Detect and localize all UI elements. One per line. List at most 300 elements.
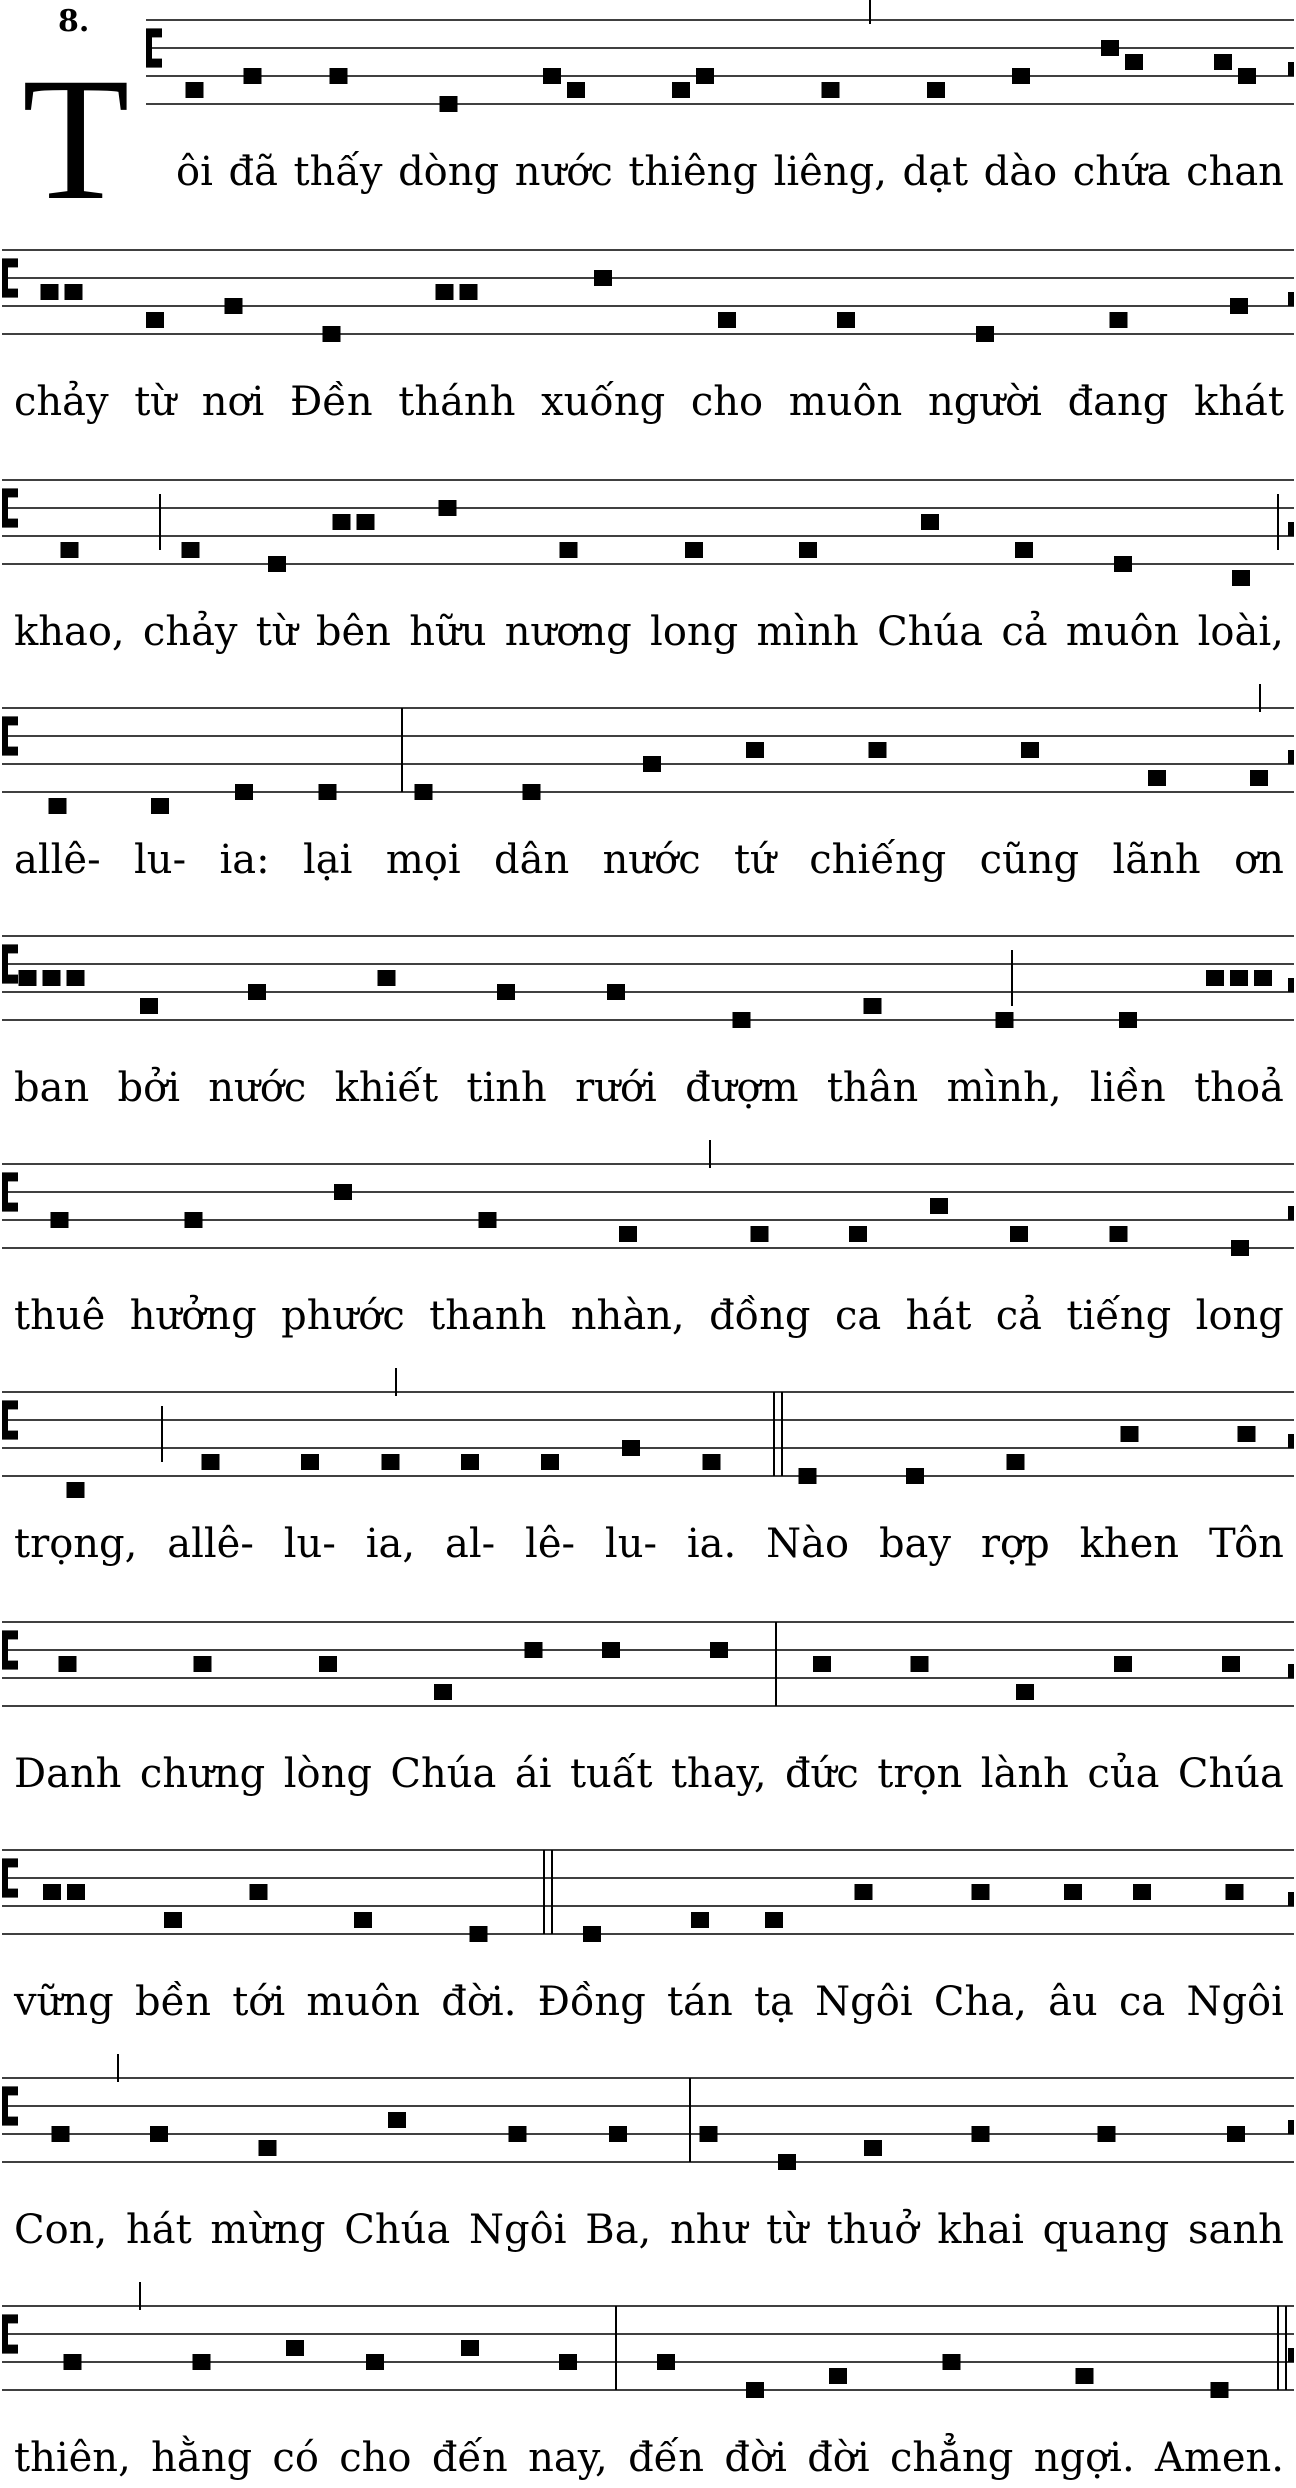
neume-note	[52, 2126, 70, 2142]
lyric-syllable: đang	[1067, 379, 1169, 425]
lyric-syllable: sanh	[1188, 2207, 1284, 2253]
neume-note	[440, 96, 458, 112]
lyric-syllable: từ	[134, 379, 177, 425]
neume-note	[696, 68, 714, 84]
neume-note	[972, 1884, 990, 1900]
staff-9	[0, 1840, 1296, 1960]
neume-note	[193, 2354, 211, 2370]
lyric-syllable: mọi	[385, 837, 461, 883]
neume-note	[996, 1012, 1014, 1028]
neume-note	[151, 798, 169, 814]
lyric-line-9	[14, 1978, 1284, 2026]
lyric-syllable: chẳng	[890, 2435, 1014, 2481]
neume-note	[691, 1912, 709, 1928]
neume-note	[559, 2354, 577, 2370]
neume-note	[1254, 970, 1272, 986]
lyric-syllable: chan	[1186, 149, 1284, 195]
neume-note	[333, 514, 351, 530]
neume-note	[672, 82, 690, 98]
lyric-syllable: thuê	[14, 1293, 106, 1339]
lyric-syllable: lu-	[604, 1521, 657, 1567]
lyric-syllable: chứa	[1072, 149, 1171, 195]
neume-note	[59, 1656, 77, 1672]
lyric-syllable: rợp	[980, 1521, 1050, 1567]
neume-note	[334, 1184, 352, 1200]
lyric-syllable: dân	[494, 837, 570, 883]
neume-note	[41, 284, 59, 300]
neume-note	[461, 1454, 479, 1470]
neume-note	[927, 82, 945, 98]
lyric-syllable: đức	[785, 1751, 859, 1797]
neume-note	[250, 1884, 268, 1900]
lyric-syllable: bên	[315, 609, 391, 655]
neume-note	[1114, 556, 1132, 572]
lyric-syllable: muôn	[1065, 609, 1180, 655]
neume-note	[323, 326, 341, 342]
lyric-syllable: lê-	[525, 1521, 576, 1567]
neume-note	[182, 542, 200, 558]
neume-note	[1114, 1656, 1132, 1672]
lyric-syllable: hát	[905, 1293, 972, 1339]
neume-note	[1238, 1426, 1256, 1442]
lyric-syllable: đã	[228, 149, 278, 195]
lyric-syllable: allê-	[167, 1521, 254, 1567]
neume-note	[164, 1912, 182, 1928]
neume-note	[583, 1926, 601, 1942]
neume-note	[1015, 542, 1033, 558]
lyric-syllable: bởi	[117, 1065, 180, 1111]
lyric-syllable: Ba,	[585, 2207, 652, 2253]
neume-note	[194, 1656, 212, 1672]
neume-note	[829, 2368, 847, 2384]
staff-11	[0, 2296, 1296, 2416]
lyric-syllable: đượm	[685, 1065, 799, 1111]
staff-5	[0, 926, 1296, 1046]
neume-note	[1121, 1426, 1139, 1442]
neume-note	[1214, 54, 1232, 70]
lyric-syllable: cho	[690, 379, 764, 425]
neume-note	[1125, 54, 1143, 70]
neume-note	[286, 2340, 304, 2356]
neume-note	[415, 784, 433, 800]
neume-note	[382, 1454, 400, 1470]
lyric-syllable: thuở	[826, 2207, 919, 2253]
neume-note	[319, 784, 337, 800]
neume-note	[354, 1912, 372, 1928]
lyric-syllable: liền	[1089, 1065, 1166, 1111]
neume-note	[1110, 1226, 1128, 1242]
lyric-syllable: cho	[339, 2435, 412, 2481]
lyric-syllable: hưởng	[129, 1293, 257, 1339]
neume-note	[1064, 1884, 1082, 1900]
lyric-syllable: nay,	[528, 2435, 608, 2481]
lyric-syllable: liêng,	[773, 149, 887, 195]
lyric-syllable: hát	[125, 2207, 192, 2253]
lyric-syllable: cũng	[979, 837, 1080, 883]
lyric-syllable: ia.	[686, 1521, 737, 1567]
lyric-syllable: thấy	[293, 149, 383, 195]
lyric-syllable: như	[670, 2207, 748, 2253]
neume-note	[1010, 1226, 1028, 1242]
neume-note	[434, 1684, 452, 1700]
custos	[1288, 1892, 1294, 1906]
neume-note	[700, 2126, 718, 2142]
neume-note	[388, 2112, 406, 2128]
neume-note	[509, 2126, 527, 2142]
neume-note	[19, 970, 37, 986]
neume-note	[718, 312, 736, 328]
neume-note	[202, 1454, 220, 1470]
neume-note	[301, 1454, 319, 1470]
staff-10	[0, 2068, 1296, 2188]
lyric-syllable: phước	[281, 1293, 405, 1339]
neume-note	[439, 500, 457, 516]
neume-note	[65, 284, 83, 300]
neume-note	[1098, 2126, 1116, 2142]
lyric-line-6	[14, 1292, 1284, 1340]
neume-note	[1007, 1454, 1025, 1470]
neume-note	[1232, 570, 1250, 586]
lyric-syllable: loài,	[1197, 609, 1284, 655]
neume-note	[765, 1912, 783, 1928]
custos	[1288, 62, 1294, 76]
lyric-syllable: đời	[724, 2435, 787, 2481]
lyric-syllable: đến	[431, 2435, 508, 2481]
lyric-syllable: Chúa	[390, 1751, 497, 1797]
lyric-syllable: tới	[232, 1979, 286, 2025]
lyric-syllable: đến	[628, 2435, 705, 2481]
neume-note	[703, 1454, 721, 1470]
lyric-syllable: Đền	[289, 379, 373, 425]
neume-note	[185, 1212, 203, 1228]
neume-note	[911, 1656, 929, 1672]
lyric-syllable: khen	[1079, 1521, 1180, 1567]
neume-note	[906, 1468, 924, 1484]
lyric-syllable: long	[650, 609, 739, 655]
lyric-line-2	[14, 378, 1284, 426]
neume-note	[43, 970, 61, 986]
neume-note	[733, 1012, 751, 1028]
lyric-syllable: nơi	[201, 379, 265, 425]
lyric-syllable: Ngôi	[469, 2207, 567, 2253]
neume-note	[248, 984, 266, 1000]
lyric-syllable: cả	[1001, 609, 1048, 655]
neume-note	[357, 514, 375, 530]
neume-note	[1226, 1884, 1244, 1900]
lyric-syllable: Danh	[14, 1751, 122, 1797]
staff-4	[0, 698, 1296, 818]
lyric-syllable: nương	[504, 609, 632, 655]
custos	[1288, 2348, 1294, 2362]
neume-note	[470, 1926, 488, 1942]
neume-note	[607, 984, 625, 1000]
neume-note	[186, 82, 204, 98]
neume-note	[1250, 770, 1268, 786]
lyric-syllable: bay	[878, 1521, 952, 1567]
neume-note	[567, 82, 585, 98]
lyric-syllable: lòng	[283, 1751, 372, 1797]
custos	[1288, 2120, 1294, 2134]
lyric-line-7	[14, 1520, 1284, 1568]
lyric-syllable: chưng	[139, 1751, 266, 1797]
neume-note	[619, 1226, 637, 1242]
lyric-syllable: Chúa	[877, 609, 984, 655]
lyric-syllable: thân	[826, 1065, 919, 1111]
neume-note	[746, 742, 764, 758]
lyric-syllable: vững	[14, 1979, 114, 2025]
neume-note	[43, 1884, 61, 1900]
neume-note	[710, 1642, 728, 1658]
neume-note	[1076, 2368, 1094, 2384]
neume-note	[864, 998, 882, 1014]
custos	[1288, 522, 1294, 536]
lyric-syllable: Ngôi	[815, 1979, 913, 2025]
lyric-syllable: ơn	[1234, 837, 1284, 883]
lyric-syllable: đồng	[709, 1293, 811, 1339]
neume-note	[244, 68, 262, 84]
lyric-syllable: thoả	[1194, 1065, 1284, 1111]
lyric-syllable: trọn	[877, 1751, 963, 1797]
neume-note	[543, 68, 561, 84]
staff-6	[0, 1154, 1296, 1274]
neume-note	[685, 542, 703, 558]
neume-note	[378, 970, 396, 986]
lyric-line-4	[14, 836, 1284, 884]
custos	[1288, 1206, 1294, 1220]
neume-note	[943, 2354, 961, 2370]
lyric-line-8	[14, 1750, 1284, 1798]
staff-1	[0, 10, 1296, 130]
lyric-syllable: mình,	[946, 1065, 1062, 1111]
neume-note	[1238, 68, 1256, 84]
lyric-syllable: chảy	[14, 379, 109, 425]
neume-note	[1133, 1884, 1151, 1900]
custos	[1288, 750, 1294, 764]
neume-note	[225, 298, 243, 314]
neume-note	[61, 542, 79, 558]
lyric-syllable: ca	[834, 1293, 882, 1339]
neume-note	[67, 1482, 85, 1498]
lyric-syllable: hữu	[409, 609, 487, 655]
neume-note	[366, 2354, 384, 2370]
lyric-syllable: allê-	[14, 837, 101, 883]
neume-note	[864, 2140, 882, 2156]
neume-note	[921, 514, 939, 530]
neume-note	[1119, 1012, 1137, 1028]
lyric-syllable: ngợi.	[1033, 2435, 1135, 2481]
neume-note	[1012, 68, 1030, 84]
lyric-syllable: âu	[1048, 1979, 1098, 2025]
bar-line	[1278, 2306, 1286, 2390]
lyric-syllable: khai	[937, 2207, 1024, 2253]
custos	[1288, 1434, 1294, 1448]
lyric-syllable: Ngôi	[1186, 1979, 1284, 2025]
lyric-syllable: Nào	[766, 1521, 850, 1567]
neume-note	[1230, 298, 1248, 314]
neume-note	[140, 998, 158, 1014]
neume-note	[1021, 742, 1039, 758]
neume-note	[837, 312, 855, 328]
lyric-syllable: khát	[1194, 379, 1284, 425]
lyric-syllable: cả	[995, 1293, 1042, 1339]
neume-note	[479, 1212, 497, 1228]
lyric-syllable: tinh	[466, 1065, 547, 1111]
neume-note	[49, 798, 67, 814]
lyric-syllable: lu-	[283, 1521, 336, 1567]
staff-2	[0, 240, 1296, 360]
neume-note	[799, 1468, 817, 1484]
lyric-syllable: thay,	[670, 1751, 767, 1797]
lyric-line-11	[14, 2434, 1284, 2482]
neume-note	[869, 742, 887, 758]
neume-note	[822, 82, 840, 98]
neume-note	[67, 970, 85, 986]
neume-note	[330, 68, 348, 84]
lyric-syllable: ia,	[365, 1521, 416, 1567]
lyric-syllable: hằng	[151, 2435, 253, 2481]
lyric-syllable: dạt	[902, 149, 969, 195]
neume-note	[799, 542, 817, 558]
lyric-syllable: Con,	[14, 2207, 108, 2253]
neume-note	[146, 312, 164, 328]
lyric-syllable: thánh	[398, 379, 516, 425]
lyric-syllable: nước	[602, 837, 701, 883]
neume-note	[235, 784, 253, 800]
neume-note	[461, 2340, 479, 2356]
neume-note	[436, 284, 454, 300]
neume-note	[1211, 2382, 1229, 2398]
neume-note	[1148, 770, 1166, 786]
lyric-syllable: lại	[303, 837, 353, 883]
neume-note	[64, 2354, 82, 2370]
neume-note	[602, 1642, 620, 1658]
staff-8	[0, 1612, 1296, 1732]
bar-line	[544, 1850, 552, 1934]
lyric-syllable: muôn	[788, 379, 903, 425]
lyric-syllable: quang	[1042, 2207, 1170, 2253]
lyric-syllable: xuống	[541, 379, 666, 425]
neume-note	[930, 1198, 948, 1214]
neume-note	[622, 1440, 640, 1456]
neume-note	[609, 2126, 627, 2142]
lyric-syllable: muôn	[306, 1979, 420, 2025]
lyric-syllable: nước	[514, 149, 613, 195]
lyric-syllable: khiết	[334, 1065, 439, 1111]
lyric-syllable: Đồng	[537, 1979, 646, 2025]
neume-note	[1101, 40, 1119, 56]
neume-note	[319, 1656, 337, 1672]
lyric-syllable: lành	[980, 1751, 1069, 1797]
lyric-syllable: mình	[756, 609, 859, 655]
custos	[1288, 978, 1294, 992]
lyric-syllable: thanh	[429, 1293, 547, 1339]
lyric-syllable: tạ	[753, 1979, 794, 2025]
lyric-syllable: ôi	[176, 149, 213, 195]
neume-note	[1110, 312, 1128, 328]
custos	[1288, 292, 1294, 306]
neume-note	[657, 2354, 675, 2370]
lyric-syllable: long	[1195, 1293, 1284, 1339]
lyric-line-5	[14, 1064, 1284, 1112]
neume-note	[560, 542, 578, 558]
lyric-syllable: Chúa	[344, 2207, 451, 2253]
lyric-line-3	[14, 608, 1284, 656]
lyric-syllable: trọng,	[14, 1521, 138, 1567]
lyric-syllable: đời	[807, 2435, 870, 2481]
custos	[1288, 1664, 1294, 1678]
staff-3	[0, 470, 1296, 590]
neume-note	[523, 784, 541, 800]
lyric-syllable: Amen.	[1155, 2435, 1284, 2481]
lyric-syllable: ia:	[219, 837, 270, 883]
lyric-syllable: tiếng	[1066, 1293, 1172, 1339]
neume-note	[849, 1226, 867, 1242]
lyric-syllable: của	[1087, 1751, 1160, 1797]
neume-note	[268, 556, 286, 572]
neume-note	[497, 984, 515, 1000]
lyric-syllable: đời.	[441, 1979, 517, 2025]
lyric-syllable: tuất	[569, 1751, 653, 1797]
neume-note	[460, 284, 478, 300]
lyric-syllable: al-	[444, 1521, 496, 1567]
lyric-line-10	[14, 2206, 1284, 2254]
neume-note	[525, 1642, 543, 1658]
drop-cap-initial: T	[22, 42, 130, 237]
neume-note	[972, 2126, 990, 2142]
neume-note	[1227, 2126, 1245, 2142]
lyric-syllable: khao,	[14, 609, 125, 655]
chant-number: 8.	[58, 4, 90, 39]
lyric-syllable: nước	[208, 1065, 307, 1111]
lyric-line-1	[176, 148, 1284, 196]
lyric-syllable: thiên,	[14, 2435, 131, 2481]
neume-note	[1222, 1656, 1240, 1672]
lyric-syllable: lãnh	[1112, 837, 1201, 883]
lyric-syllable: chiếng	[809, 837, 947, 883]
lyric-syllable: Tôn	[1208, 1521, 1284, 1567]
lyric-syllable: ái	[514, 1751, 552, 1797]
neume-note	[813, 1656, 831, 1672]
bar-line	[774, 1392, 782, 1476]
neume-note	[778, 2154, 796, 2170]
neume-note	[751, 1226, 769, 1242]
lyric-syllable: rưới	[575, 1065, 657, 1111]
lyric-syllable: từ	[255, 609, 298, 655]
neume-note	[150, 2126, 168, 2142]
lyric-syllable: Cha,	[933, 1979, 1027, 2025]
neume-note	[1230, 970, 1248, 986]
neume-note	[1206, 970, 1224, 986]
lyric-syllable: tán	[667, 1979, 733, 2025]
neume-note	[746, 2382, 764, 2398]
lyric-syllable: người	[927, 379, 1042, 425]
lyric-syllable: nhàn,	[570, 1293, 685, 1339]
neume-note	[51, 1212, 69, 1228]
lyric-syllable: Chúa	[1177, 1751, 1284, 1797]
neume-note	[976, 326, 994, 342]
neume-note	[1016, 1684, 1034, 1700]
lyric-syllable: từ	[766, 2207, 808, 2253]
neume-note	[643, 756, 661, 772]
lyric-syllable: có	[272, 2435, 319, 2481]
lyric-syllable: ca	[1118, 1979, 1166, 2025]
lyric-syllable: mừng	[210, 2207, 326, 2253]
neume-note	[1231, 1240, 1249, 1256]
staff-7	[0, 1382, 1296, 1502]
lyric-syllable: dòng	[398, 149, 500, 195]
lyric-syllable: lu-	[134, 837, 187, 883]
neume-note	[67, 1884, 85, 1900]
